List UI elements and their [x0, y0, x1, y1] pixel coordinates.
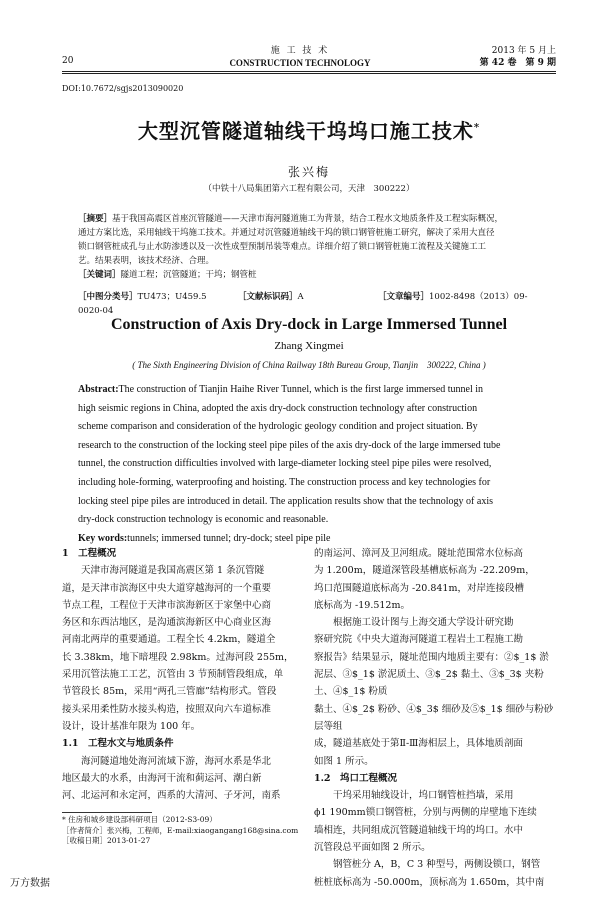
en-abstract-line: dry-dock construction technology is economic and reasonable. [78, 514, 329, 526]
body-line: 道，是天津市滨海区中央大道穿越海河的一个重要 [62, 582, 272, 594]
footnote-rule [62, 812, 152, 813]
abstract-line: 锁口钢管桩成孔与止水防渗透以及一次性成型预制吊装等难点。详细介绍了锁口钢管桩施工流程及关键施工工 [78, 242, 487, 252]
affiliation: （中铁十八局集团第六工程有限公司，天津 300222） [203, 184, 415, 194]
section-1-2-heading: 1.2 坞口工程概况 [314, 772, 398, 784]
body-line: 坞口范围隧道底标高为 -20.841m，对岸连接段槽 [314, 582, 524, 594]
body-line: 干坞采用轴线设计，坞口钢管桩挡墙，采用 [333, 790, 514, 802]
keywords-label: ［关键词］ [78, 270, 121, 280]
footnote-funding: * 住房和城乡建设部科研项目（2012-S3-09） [62, 815, 217, 824]
body-line: 成，隧道基底处于第Ⅱ-Ⅲ海相层上，具体地质剖面 [314, 738, 523, 750]
footnotes [62, 815, 302, 847]
clc-label: ［中图分类号］ [78, 292, 138, 302]
footnote-received: ［收稿日期］2013-01-27 [62, 836, 151, 845]
clc-value: TU473；U459.5 [137, 292, 207, 302]
body-line: 海河隧道地处海河流域下游，海河水系是华北 [81, 755, 272, 767]
doi: DOI:10.7672/sgjs2013090020 [62, 84, 184, 93]
en-abstract-line: research to the construction of the locking steel pipe piles of the axis dry-dock of the large immersed tube [78, 439, 501, 451]
abstract-line: 基于我国高震区首座沉管隧道——天津市海河隧道施工为背景，结合工程水文地质条件及工程实际概况， [112, 214, 504, 224]
body-line: 务区和东西沽地区，是沟通滨海新区中心商业区海 [62, 617, 272, 629]
body-line: 为 1.200m，隧道深管段基槽底标高为 -22.209m， [314, 565, 535, 577]
body-line: 察研究院《中央大道海河隧道工程岩土工程施工勘 [314, 634, 524, 646]
footnote-author: ［作者简介］张兴梅，工程师，E-mail:xiaogangang168@sina.com [62, 825, 299, 835]
article-no-label: ［文章编号］ [378, 292, 430, 302]
body-line: 天津市海河隧道是我国高震区第 1 条沉管隧 [81, 565, 265, 577]
body-line: 节点工程，工程位于天津市滨海新区于家堡中心商 [62, 599, 272, 611]
page-number: 20 [62, 56, 74, 66]
body-line: 泥层、③$_1$ 淤泥质土、③$_2$ 黏土、③$_3$ 夹粉土、④$_1$ 粉质 [314, 669, 544, 698]
doc-code-value: A [297, 292, 304, 302]
body-line: 河南北两岸的重要通道。工程全长 4.2km，隧道全 [62, 634, 276, 646]
abstract-line: 通过方案比选，采用轴线干坞施工技术。并通过对沉管隧道轴线干坞的锁口钢管桩施工研究，解决了采用大直径 [78, 228, 495, 238]
body-line: 设计，设计基准年限为 100 年。 [62, 720, 201, 732]
paper-title [62, 115, 556, 144]
right-column [314, 545, 558, 891]
en-abstract-label: Abstract: [78, 384, 119, 395]
classification-row [78, 290, 544, 318]
header-rule [62, 71, 556, 72]
journal-name-cn: 施 工 技 术 [270, 46, 330, 56]
abstract-en [78, 381, 548, 548]
body-line: 察报告》结果显示，隧址范围内地质主要有：②$_1$ 淤 [314, 651, 549, 663]
body-line: 钢管桩分 A，B，C 3 种型号，两侧设锁口，钢管 [333, 859, 541, 871]
en-author: Zhang Xingmei [274, 340, 344, 352]
en-abstract-line: locking steel pipe piles are introduced in detail. The application results show that the technology of axis [78, 495, 493, 507]
body-line: 地区最大的水系，由海河干流和蓟运河、潮白新 [62, 772, 262, 784]
body-line: 的南运河、漳河及卫河组成。隧址范围常水位标高 [314, 548, 524, 559]
header-rule-2 [62, 73, 556, 74]
en-abstract-line: including hole-forming, waterproofing and hoisting. The construction process and key technologies for [78, 476, 491, 488]
doc-code-label: ［文献标识码］ [238, 292, 298, 302]
en-abstract-line: high seismic regions in China, adopted the axis dry-dock construction technology after construction [78, 402, 478, 414]
left-column [62, 545, 302, 804]
body-line: 底标高为 -19.512m。 [314, 599, 410, 611]
en-abstract-line: tunnel, the construction difficulties involved with large-diameter locking steel pipe piles were resolved, [78, 458, 492, 470]
body-line: 桩桩底标高为 -50.000m，顶标高为 1.650m，其中南 [314, 876, 545, 888]
body-line: 黏土、④$_2$ 粉砂、④$_3$ 细砂及⑤$_1$ 细砂与粉砂层等组 [314, 703, 554, 732]
body-line: 沉管段总平面如图 2 所示。 [314, 842, 431, 854]
journal-name-en: CONSTRUCTION TECHNOLOGY [229, 58, 371, 68]
author: 张兴梅 [287, 165, 330, 179]
body-line: 如图 1 所示。 [314, 755, 374, 767]
en-keywords-text: tunnels; immersed tunnel; dry-dock; steel pipe pile [127, 532, 331, 544]
en-abstract-line: scheme comparison and consideration of the hydrologic geology condition and project situation. By [78, 421, 478, 433]
en-keywords-label: Key words: [78, 532, 128, 544]
body-line: 河、北运河和永定河，西系的大清河、子牙河，南系 [62, 790, 281, 802]
abstract-cn [78, 212, 544, 282]
body-line: 墙相连，共同组成沉管隧道轴线干坞的坞口。水中 [314, 824, 524, 836]
body-line: ϕ1 190mm锁口钢管桩，分别与两侧的岸壁地下连续 [314, 807, 537, 819]
en-title: Construction of Axis Dry-dock in Large Immersed Tunnel [110, 316, 508, 333]
keywords-text: 隧道工程；沉管隧道；干坞；钢管桩 [120, 270, 257, 280]
body-line: 根据施工设计图与上海交通大学设计研究勘 [333, 617, 514, 629]
body-line: 节管段长 85m，采用“两孔三管廊”结构形式。管段 [62, 686, 277, 698]
issue-date: 2013 年 5 月上 [491, 46, 556, 56]
section-1-heading: 1 工程概况 [62, 548, 117, 559]
abstract-line: 艺。结果表明，该技术经济、合理。 [78, 256, 215, 266]
en-abstract-line: The construction of Tianjin Haihe River Tunnel, which is the first large immersed tunnel in [118, 384, 484, 395]
body-line: 长 3.38km，地下暗埋段 2.98km。过海河段 255m， [62, 651, 294, 663]
abstract-label: ［摘要］ [78, 214, 113, 224]
watermark: 万方数据 [10, 878, 50, 889]
title-footnote-mark: * [473, 122, 481, 134]
title-text: 大型沉管隧道轴线干坞坞口施工技术 [137, 119, 474, 143]
en-affiliation: ( The Sixth Engineering Division of China Railway 18th Bureau Group, Tianjin 300222, China ) [132, 360, 486, 370]
volume-issue: 第 42 卷 第 9 期 [479, 58, 556, 68]
body-line: 采用沉管法施工工艺，沉管由 3 节预制管段组成，单 [62, 669, 284, 681]
section-1-1-heading: 1.1 工程水文与地质条件 [62, 738, 174, 750]
body-line: 接头采用柔性防水接头构造，按照双向六车道标准 [62, 703, 272, 715]
article-no-value: 1002-8498（2013）09-0020-04 [78, 292, 528, 316]
